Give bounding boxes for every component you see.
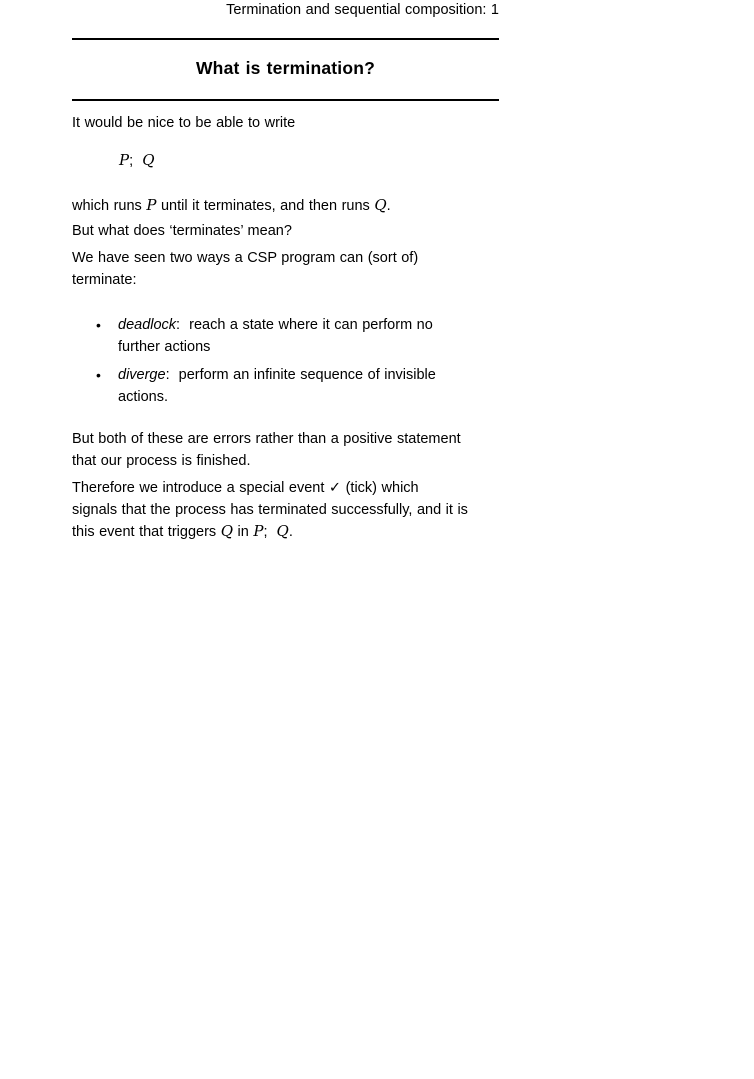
text-line (72, 500, 499, 522)
list-item-deadlock (72, 315, 499, 358)
text-line (72, 113, 499, 135)
paragraph-tick (72, 478, 499, 543)
paragraph-but-what (72, 221, 499, 243)
text-line (118, 337, 499, 359)
divider-rule-top (72, 38, 499, 40)
text-segment: deadlock (118, 317, 177, 333)
text-line (72, 195, 499, 217)
text-segment: (tick) which (341, 480, 419, 496)
text-segment: It would be nice to be able to write (72, 115, 296, 131)
text-segment: We have seen two ways a CSP program can (sort of) (72, 250, 419, 266)
text-line (72, 429, 499, 451)
math-line (119, 150, 419, 172)
text-segment: terminate: (72, 271, 137, 288)
text-segment: . (288, 524, 293, 540)
text-segment: : perform an infinite sequence of invisible (165, 367, 436, 383)
text-segment: ; (129, 153, 143, 169)
math-symbol: P (119, 151, 130, 169)
text-segment: this event that triggers (72, 524, 221, 540)
text-line (118, 315, 499, 337)
bullet-icon: • (96, 367, 101, 383)
paragraph-errors (72, 429, 499, 472)
text-segment: Therefore we introduce a special event (72, 480, 329, 496)
text-line (72, 478, 499, 500)
paragraph-two-ways (72, 248, 499, 291)
text-segment: actions. (118, 388, 168, 405)
text-line (118, 365, 499, 387)
text-segment: signals that the process has terminated successfully, and it is (72, 501, 468, 518)
math-symbol: Q (276, 522, 289, 540)
text-segment: until it terminates, and then runs (156, 198, 375, 214)
running-header: Termination and sequential composition: 1 (226, 2, 499, 18)
text-line (118, 387, 499, 409)
text-line (72, 270, 499, 292)
math-symbol: Q (220, 522, 233, 540)
checkmark-icon: ✓ (328, 480, 342, 496)
bullet-icon: • (96, 317, 101, 333)
text-segment: diverge (118, 367, 166, 383)
text-segment: in (233, 524, 254, 540)
text-segment: further actions (118, 338, 211, 355)
math-symbol: Q (142, 151, 155, 169)
text-line (72, 248, 499, 270)
text-line (72, 221, 499, 243)
list-item-diverge (72, 365, 499, 408)
math-symbol: Q (374, 196, 387, 214)
text-segment: . (386, 198, 391, 214)
text-segment: But both of these are errors rather than a positive statement (72, 431, 461, 447)
text-segment: But what does ‘terminates’ mean? (72, 223, 292, 239)
text-line (72, 521, 499, 543)
paragraph-intro (72, 113, 499, 135)
divider-rule-bottom (72, 99, 499, 101)
display-math (119, 150, 419, 172)
text-segment: : reach a state where it can perform no (176, 317, 433, 333)
text-segment: ; (263, 524, 277, 540)
slide-title: What is termination? (195, 58, 376, 78)
text-line (72, 451, 499, 473)
paragraph-which-runs (72, 195, 499, 217)
math-symbol: P (253, 522, 264, 540)
text-segment: which runs (72, 198, 147, 214)
math-symbol: P (146, 196, 157, 214)
text-segment: that our process is finished. (72, 452, 251, 469)
